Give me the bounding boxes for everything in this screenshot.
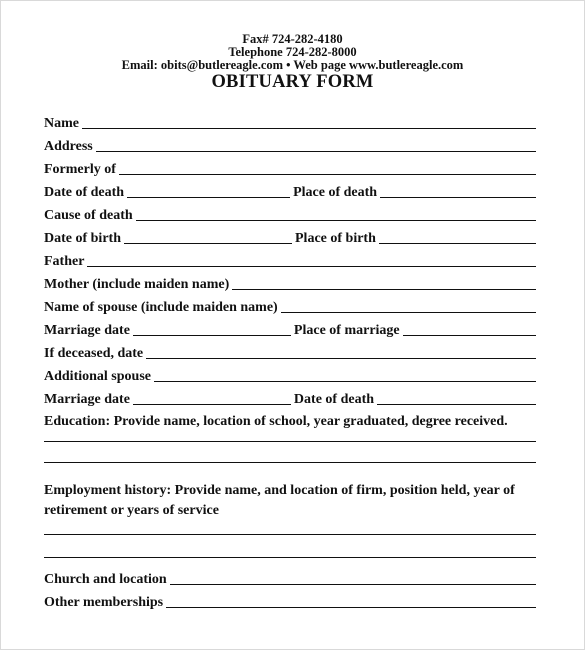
birth-row <box>44 229 536 247</box>
spouse-field[interactable] <box>281 312 536 313</box>
employment-line-1[interactable] <box>44 534 536 535</box>
date-of-death-2-field[interactable] <box>377 404 536 405</box>
church-label: Church and location <box>44 572 167 587</box>
if-deceased-field[interactable] <box>146 358 536 359</box>
name-row <box>44 114 536 132</box>
spouse-row <box>44 298 536 316</box>
place-of-death-field[interactable] <box>380 197 536 198</box>
formerly-of-field[interactable] <box>119 174 536 175</box>
form-title: OBITUARY FORM <box>211 72 374 92</box>
cause-of-death-label: Cause of death <box>44 208 133 223</box>
memberships-row <box>44 593 536 611</box>
education-label: Education: Provide name, location of school, year graduated, degree received. <box>44 414 508 429</box>
place-of-birth-field[interactable] <box>379 243 536 244</box>
address-label: Address <box>44 139 93 154</box>
father-row <box>44 252 536 270</box>
education-line-1[interactable] <box>44 441 536 442</box>
employment-line-2[interactable] <box>44 557 536 558</box>
cause-of-death-field[interactable] <box>136 220 536 221</box>
additional-spouse-row <box>44 367 536 385</box>
name-field[interactable] <box>82 128 536 129</box>
marriage-date-2-field[interactable] <box>133 404 291 405</box>
employment-label-2: retirement or years of service <box>44 503 219 518</box>
place-of-death-label: Place of death <box>293 185 378 200</box>
if-deceased-row <box>44 344 536 362</box>
marriage-date-field[interactable] <box>133 335 291 336</box>
marriage-row <box>44 321 536 339</box>
date-of-death-label: Date of death <box>44 185 125 200</box>
email-web-line: Email: obits@butlereagle.com • Web page www.butlereagle.com <box>121 58 464 72</box>
cause-of-death-row <box>44 206 536 224</box>
education-line-2[interactable] <box>44 462 536 463</box>
if-deceased-label: If deceased, date <box>44 346 144 361</box>
fax-number: Fax# 724-282-4180 <box>242 32 343 46</box>
father-field[interactable] <box>87 266 536 267</box>
date-of-death-field[interactable] <box>127 197 290 198</box>
church-field[interactable] <box>170 584 536 585</box>
spouse-label: Name of spouse (include maiden name) <box>44 300 278 315</box>
date-of-death-2-label: Date of death <box>293 392 375 407</box>
name-label: Name <box>44 116 79 131</box>
marriage-2-row <box>44 390 536 408</box>
marriage-date-2-label: Marriage date <box>44 392 130 407</box>
formerly-of-label: Formerly of <box>44 162 116 177</box>
additional-spouse-label: Additional spouse <box>44 369 151 384</box>
additional-spouse-field[interactable] <box>154 381 536 382</box>
death-row <box>44 183 536 201</box>
father-label: Father <box>44 254 85 269</box>
telephone-number: Telephone 724-282-8000 <box>228 45 357 59</box>
place-of-marriage-label: Place of marriage <box>293 323 400 338</box>
mother-row <box>44 275 536 293</box>
mother-label: Mother (include maiden name) <box>44 277 230 292</box>
formerly-of-row <box>44 160 536 178</box>
date-of-birth-field[interactable] <box>124 243 292 244</box>
date-of-birth-label: Date of birth <box>44 231 121 246</box>
place-of-birth-label: Place of birth <box>295 231 376 246</box>
marriage-date-label: Marriage date <box>44 323 130 338</box>
church-row <box>44 570 536 588</box>
employment-label-1: Employment history: Provide name, and location of firm, position held, year of <box>44 483 515 498</box>
memberships-label: Other memberships <box>44 595 164 610</box>
address-field[interactable] <box>96 151 536 152</box>
address-row <box>44 137 536 155</box>
memberships-field[interactable] <box>166 607 536 608</box>
mother-field[interactable] <box>232 289 536 290</box>
place-of-marriage-field[interactable] <box>403 335 536 336</box>
